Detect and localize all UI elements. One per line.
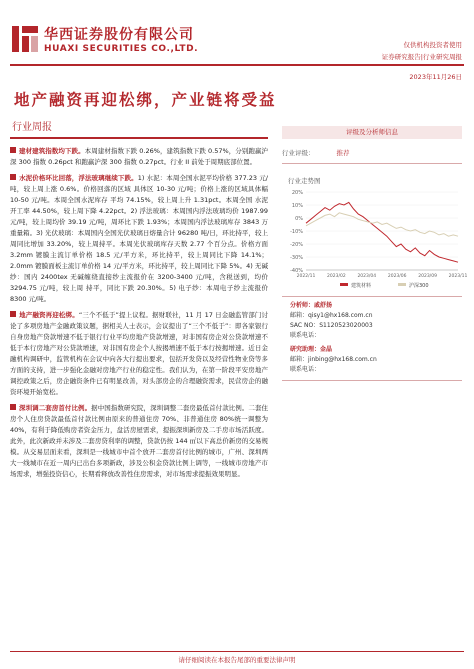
huaxi-logo-icon [10, 24, 40, 54]
y-tick-label: 0% [295, 216, 303, 222]
paragraph-lead: 地产融资再迎松绑。 [19, 311, 79, 319]
industry-rating [282, 148, 462, 157]
paragraph-lead: 深圳调二套房首付比例。 [19, 404, 92, 412]
x-tick-label: 2023/06 [387, 274, 407, 279]
bullet-square-icon [10, 174, 16, 180]
paragraph-index [10, 146, 268, 168]
rating-label: 行业评级： [282, 149, 315, 157]
paragraph-shenzhen [10, 403, 268, 480]
analyst-1 [290, 301, 462, 341]
rating-analyst-header: 评级及分析师信息 [282, 126, 462, 139]
paragraph-materials [10, 173, 268, 305]
y-tick-label: -10% [290, 229, 303, 235]
report-date: 2023年11月26日 [409, 73, 462, 81]
x-tick-label: 2023/04 [357, 274, 377, 279]
paragraph-text: 本周建材指数下跌 0.26%，建筑指数下跌 0.57%，分别跑赢沪深 300 指数 0.26pct 和跑赢沪深 300 指数 0.27pct。行业 II 前处于周期底部位置。 [10, 147, 269, 166]
industry-trend-chart [282, 186, 468, 294]
report-title: 地产融资再迎松绑，产业链将受益 [14, 91, 277, 109]
rating-divider [282, 163, 462, 164]
paragraph-financing [10, 310, 268, 398]
analyst-2-email[interactable]: 邮箱：jinbing@hx168.com.cn [290, 356, 377, 363]
investor-notice: 仅供机构投资者使用 [403, 41, 462, 49]
header-divider [10, 64, 464, 66]
bullet-square-icon [10, 404, 16, 410]
analyst-2-name: 研究助理：金晶 [290, 346, 333, 353]
bullet-square-icon [10, 311, 16, 317]
analyst-1-phone: 联系电话： [290, 332, 321, 339]
y-tick-label: -30% [290, 255, 303, 261]
chart-divider [282, 296, 462, 297]
y-tick-label: -40% [290, 268, 303, 274]
paragraph-lead: 水泥价格环比回落，浮法玻璃继续下跌。 [19, 174, 138, 182]
x-tick-label: 2023/02 [327, 274, 346, 279]
report-body [10, 146, 268, 485]
paragraph-text: 1) 水泥：本周全国水泥平均价格 377.23 元/吨，较上周上涨 0.6%。价格回落的区域 具体区 10-30 元/吨；价格上涨的区域具体幅 10-50 元/吨。本周全国水泥库存 平均 74.15%，较上周上升 1.31pct。本周全国 水泥 开工率 44.50%，较上周下降 4.22pct。2) 浮法玻璃：本周国内浮法玻璃均价 1987.99 元/吨，较上周均价 39.19 元/吨，周环比下跌 1.93%；本周国内浮法玻璃库存 3843 万重量箱。3) 光伏玻璃：本周国内全国光伏玻璃日熔量合计 96280 吨/日，环比持平，较上周同比增加 33.20%，较上周持平。本周光伏玻璃库存天数 2.77 个百分点。价格方面 3.2mm 镀膜主流订单价格 18.5 元/平方米，环比持平，较上周同比下降 14.1%；2.0mm 镀膜面板主流订单价格 14 元/平方米，环比持平，较上周同比下降 5%。4) 无碱纱：国内 2400tex 无碱缠绕直接纱主流报价在 3200-3400 元/吨，含税送到，均价 3294.75 元/吨，较上周 持平，同比下跌 20.30%。5) 电子纱：本周电子纱主流报价 8300 元/吨。 [10, 174, 268, 303]
analyst-2-phone: 联系电话： [290, 366, 321, 373]
section-divider [10, 137, 268, 139]
analyst-2 [290, 345, 462, 375]
x-tick-label: 2022/11 [296, 274, 316, 279]
footer-divider [10, 651, 464, 652]
y-tick-label: -20% [290, 242, 303, 248]
company-name-en: HUAXI SECURITIES CO.,LTD. [44, 44, 199, 54]
legend-label: 建筑材料 [351, 283, 372, 289]
report-type: 证券研究报告|行业研究周报 [381, 53, 462, 61]
legend-swatch [398, 283, 406, 286]
rating-value: 推荐 [336, 149, 350, 157]
legal-notice: 请仔细阅读在本报告尾部的重要法律声明 [178, 656, 296, 664]
analyst-1-sac: SAC NO：S1120523020003 [290, 322, 373, 329]
paragraph-text: 据中国指数研究院，深圳调整二套房最低首付款比例。二套住房个人住房贷款最低首付款比例由原来的普通住房 70%、非普通住房 80%统一调整为 40%，有利于降低购房者资金压力，盘活房屋需求，提振深圳新房及二手房市场活跃度。此外，此次新政并未涉及二套房贷利率的调整，贷款仍按 144 ㎡以下高总价新房的交易规模。从交易层面来看，深圳是一线城市中首个放开二套房首付比例的城市，广州、深圳两大一线城市在近一周内已出台多项新政，涉及公积金贷款比例上调等，一线城市房地产市场需求，增强投资信心，长期看释放改善性住房需求，对市场需求提振效果明显。 [10, 404, 269, 478]
trend-chart-label: 行业走势图 [288, 177, 321, 185]
contact-divider [282, 380, 462, 381]
legend-swatch [340, 283, 348, 286]
x-tick-label: 2023/11 [448, 274, 468, 279]
bullet-square-icon [10, 147, 16, 153]
y-tick-label: 10% [291, 203, 303, 209]
paragraph-lead: 建材建筑指数均下跌。 [19, 147, 85, 155]
analyst-1-email[interactable]: 邮箱：qisy1@hx168.com.cn [290, 312, 373, 319]
company-name-cn: 华西证券股份有限公司 [44, 27, 194, 43]
paragraph-text: “三个不低于”提上议程。据财联社，11 月 17 日金融监管部门讨论了多项房地产金融政策议题，据相关人士表示，会议提出了“三个不低于”：即各家银行自身房地产贷款增速不低于银行行业平均房地产贷款增速，对非国有房企对公贷款增速不低于本行房地产对公贷款增速，对非国有房企个人按揭增速不低于本行按揭增速。近日金融机构调研中，监管机构在会议中向各大行提出要求，包括开发贷以及经营性物业贷等多方面的支持，进一步强化金融对房地产行业的稳定性。我们认为，在第一阶段平安房地产调控政策之后，房企融资条件已有明显改善，对头部房企的合理融资需求，民营房企的融资环境开始宽松。 [10, 311, 268, 396]
legend-label: 沪深300 [409, 283, 429, 289]
y-tick-label: 20% [291, 190, 303, 196]
analyst-1-name: 分析师：戚舒扬 [290, 302, 333, 309]
x-tick-label: 2023/09 [418, 274, 437, 279]
section-tag: 行业周报 [12, 122, 52, 133]
